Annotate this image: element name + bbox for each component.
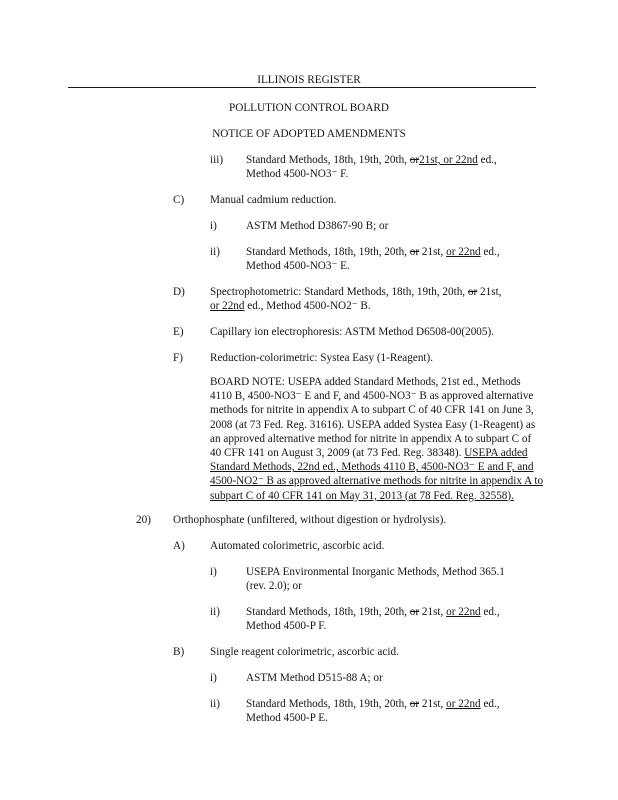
item-text: USEPA Environmental Inorganic Methods, Method 365.1 xyxy=(246,566,505,578)
item-text: ed., xyxy=(477,154,497,166)
item-text: Standard Methods, 18th, 19th, 20th, xyxy=(246,698,410,710)
list-item xyxy=(210,299,371,313)
inserted-text: or 22nd xyxy=(446,246,481,258)
note-line: an approved alternative method for nitrite in appendix A to subpart C of xyxy=(210,432,532,445)
item-number: ii) xyxy=(210,606,220,618)
deleted-text: or xyxy=(409,606,420,618)
note-line: 2008 (at 73 Fed. Reg. 31616). USEPA added Systea Easy (1-Reagent) as xyxy=(210,418,536,431)
item-number: ii) xyxy=(210,246,220,258)
inserted-text: USEPA added xyxy=(464,447,528,460)
item-text: 21st, xyxy=(477,286,502,298)
item-text: ed., xyxy=(480,606,500,618)
section-number: 20) xyxy=(136,514,151,526)
inserted-note-line: 4500-NO2⁻ B as approved alternative methods for nitrite in appendix A to xyxy=(210,475,544,488)
inserted-note-line: subpart C of 40 CFR 141 on May 31, 2013 (at 78 Fed. Reg. 32558). xyxy=(210,489,514,502)
item-text: 21st, xyxy=(419,246,447,258)
note-text: 40 CFR 141 on August 3, 2009 (at 73 Fed. Reg. 38348). xyxy=(210,447,465,460)
item-text: Method 4500-P F. xyxy=(246,620,327,632)
item-letter: D) xyxy=(173,286,185,298)
item-text: ed., Method 4500-NO2⁻ B. xyxy=(244,300,371,312)
deleted-text: or xyxy=(467,286,478,298)
inserted-text: or 22nd xyxy=(446,606,481,618)
board-note xyxy=(210,375,544,503)
item-text: Standard Methods, 18th, 19th, 20th, xyxy=(246,246,410,258)
deleted-text: or xyxy=(409,154,420,166)
list-item xyxy=(246,153,497,167)
item-letter: F) xyxy=(173,352,183,364)
list-item xyxy=(210,285,501,299)
item-text: Reduction-colorimetric: Systea Easy (1-Reagent). xyxy=(210,352,434,364)
item-letter: E) xyxy=(173,326,184,338)
item-letter: C) xyxy=(173,194,185,206)
item-text: Capillary ion electrophoresis: ASTM Method D6508-00(2005). xyxy=(210,326,494,338)
item-text: ASTM Method D515-88 A; or xyxy=(246,672,383,684)
item-letter: B) xyxy=(173,646,185,658)
item-text: Method 4500-P E. xyxy=(246,712,328,724)
item-text: Single reagent colorimetric, ascorbic acid. xyxy=(210,646,399,658)
section-title: Orthophosphate (unfiltered, without digestion or hydrolysis). xyxy=(173,514,447,526)
inserted-note-line: Standard Methods, 22nd ed., Methods 4110 B, 4500-NO3⁻ E and F, and xyxy=(210,461,534,474)
item-text: ed., xyxy=(480,698,500,710)
item-text: (rev. 2.0); or xyxy=(246,580,302,592)
item-text: Standard Methods, 18th, 19th, 20th, xyxy=(246,606,410,618)
inserted-text: or 22nd xyxy=(210,300,245,312)
item-text: ed., xyxy=(480,246,500,258)
item-number: ii) xyxy=(210,698,220,710)
list-item xyxy=(246,697,500,711)
note-line: 4110 B, 4500-NO3⁻ E and F, and 4500-NO3⁻ B as approved alternative xyxy=(210,390,534,403)
item-text: Standard Methods, 18th, 19th, 20th, xyxy=(246,154,410,166)
item-text: Manual cadmium reduction. xyxy=(210,194,337,206)
item-number: i) xyxy=(210,566,217,578)
item-text: Method 4500-NO3⁻ E. xyxy=(246,260,350,272)
register-title: ILLINOIS REGISTER xyxy=(257,74,361,86)
item-number: iii) xyxy=(210,154,224,166)
note-line: BOARD NOTE: USEPA added Standard Methods, 21st ed., Methods xyxy=(210,376,521,388)
item-text: ASTM Method D3867-90 B; or xyxy=(246,220,389,232)
list-item xyxy=(246,605,500,619)
item-text: Method 4500-NO3⁻ F. xyxy=(246,168,349,180)
item-text: Automated colorimetric, ascorbic acid. xyxy=(210,540,385,552)
deleted-text: or xyxy=(409,698,420,710)
header-rule xyxy=(68,87,536,88)
note-line xyxy=(210,446,530,460)
item-text: 21st, xyxy=(419,698,447,710)
item-text: Spectrophotometric: Standard Methods, 18th, 19th, 20th, xyxy=(210,286,468,298)
board-name: POLLUTION CONTROL BOARD xyxy=(229,102,389,114)
item-number: i) xyxy=(210,220,217,232)
deleted-text: or xyxy=(409,246,420,258)
item-number: i) xyxy=(210,672,217,684)
note-line: methods for nitrite in appendix A to subpart C of 40 CFR 141 on June 3, xyxy=(210,404,534,417)
inserted-text: or 22nd xyxy=(446,698,481,710)
item-letter: A) xyxy=(173,540,185,552)
inserted-text: 21st, or 22nd xyxy=(419,154,478,166)
item-text: 21st, xyxy=(419,606,447,618)
list-item xyxy=(246,245,500,259)
notice-title: NOTICE OF ADOPTED AMENDMENTS xyxy=(212,128,406,140)
